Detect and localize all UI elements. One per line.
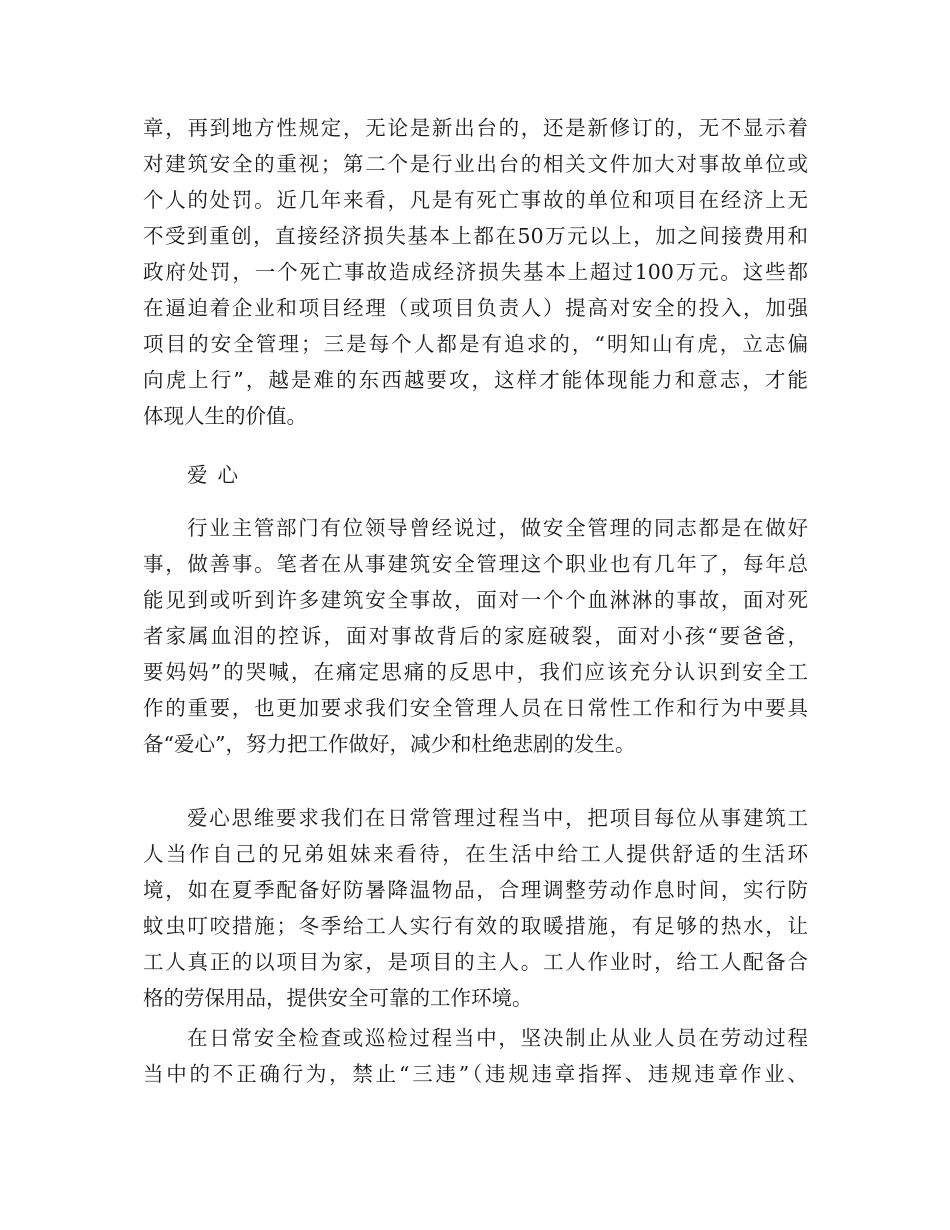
paragraph-4-line: 在日常安全检查或巡检过程当中，坚决制止从业人员在劳动过程 [187, 1026, 808, 1050]
paragraph-2-line: 者家属血泪的控诉，面对事故背后的家庭破裂，面对小孩“要爸爸， [143, 624, 808, 648]
paragraph-1-line: 项目的安全管理；三是每个人都是有追求的，“明知山有虎，立志偏 [143, 332, 808, 356]
paragraph-3-line: 人当作自己的兄弟姐妹来看待，在生活中给工人提供舒适的生活环 [143, 842, 808, 866]
paragraph-3-line: 蚊虫叮咬措施；冬季给工人实行有效的取暖措施，有足够的热水，让 [143, 914, 808, 938]
paragraph-3-line: 爱心思维要求我们在日常管理过程当中，把项目每位从事建筑工 [187, 806, 808, 830]
paragraph-2-line: 行业主管部门有位领导曾经说过，做安全管理的同志都是在做好 [187, 516, 808, 540]
paragraph-1-line: 对建筑安全的重视；第二个是行业出台的相关文件加大对事故单位或 [143, 152, 808, 176]
paragraph-4 [143, 1020, 808, 1092]
paragraph-3-line: 工人真正的以项目为家，是项目的主人。工人作业时，给工人配备合 [143, 950, 808, 974]
paragraph-1-line: 章，再到地方性规定，无论是新出台的，还是新修订的，无不显示着 [143, 116, 808, 140]
paragraph-2-line: 作的重要，也更加要求我们安全管理人员在日常性工作和行为中要具 [143, 696, 808, 720]
paragraph-1-line: 不受到重创，直接经济损失基本上都在50万元以上，加之间接费用和 [143, 224, 808, 248]
paragraph-2-line: 备“爱心”，努力把工作做好，减少和杜绝悲剧的发生。 [143, 732, 636, 756]
paragraph-1-line: 在逼迫着企业和项目经理（或项目负责人）提高对安全的投入，加强 [143, 296, 808, 320]
paragraph-3-line: 境，如在夏季配备好防暑降温物品，合理调整劳动作息时间，实行防 [143, 878, 808, 902]
paragraph-2-line: 事，做善事。笔者在从事建筑安全管理这个职业也有几年了，每年总 [143, 552, 808, 576]
paragraph-1-line: 个人的处罚。近几年来看，凡是有死亡事故的单位和项目在经济上无 [143, 188, 808, 212]
paragraph-1-line: 政府处罚，一个死亡事故造成经济损失基本上超过100万元。这些都 [143, 260, 808, 284]
paragraph-2-line: 要妈妈”的哭喊，在痛定思痛的反思中，我们应该充分认识到安全工 [143, 660, 808, 684]
paragraph-3 [143, 800, 808, 1016]
paragraph-1-line: 体现人生的价值。 [143, 404, 307, 428]
paragraph-1-line: 向虎上行”，越是难的东西越要攻，这样才能体现能力和意志，才能 [143, 368, 808, 392]
paragraph-3-line: 格的劳保用品，提供安全可靠的工作环境。 [143, 986, 533, 1010]
section-heading: 爱心 [187, 463, 248, 487]
paragraph-1 [143, 110, 808, 434]
paragraph-4-line: 当中的不正确行为，禁止“三违”（违规违章指挥、违规违章作业、 [143, 1062, 808, 1086]
paragraph-2 [143, 510, 808, 762]
paragraph-2-line: 能见到或听到许多建筑安全事故，面对一个个血淋淋的事故，面对死 [143, 588, 808, 612]
